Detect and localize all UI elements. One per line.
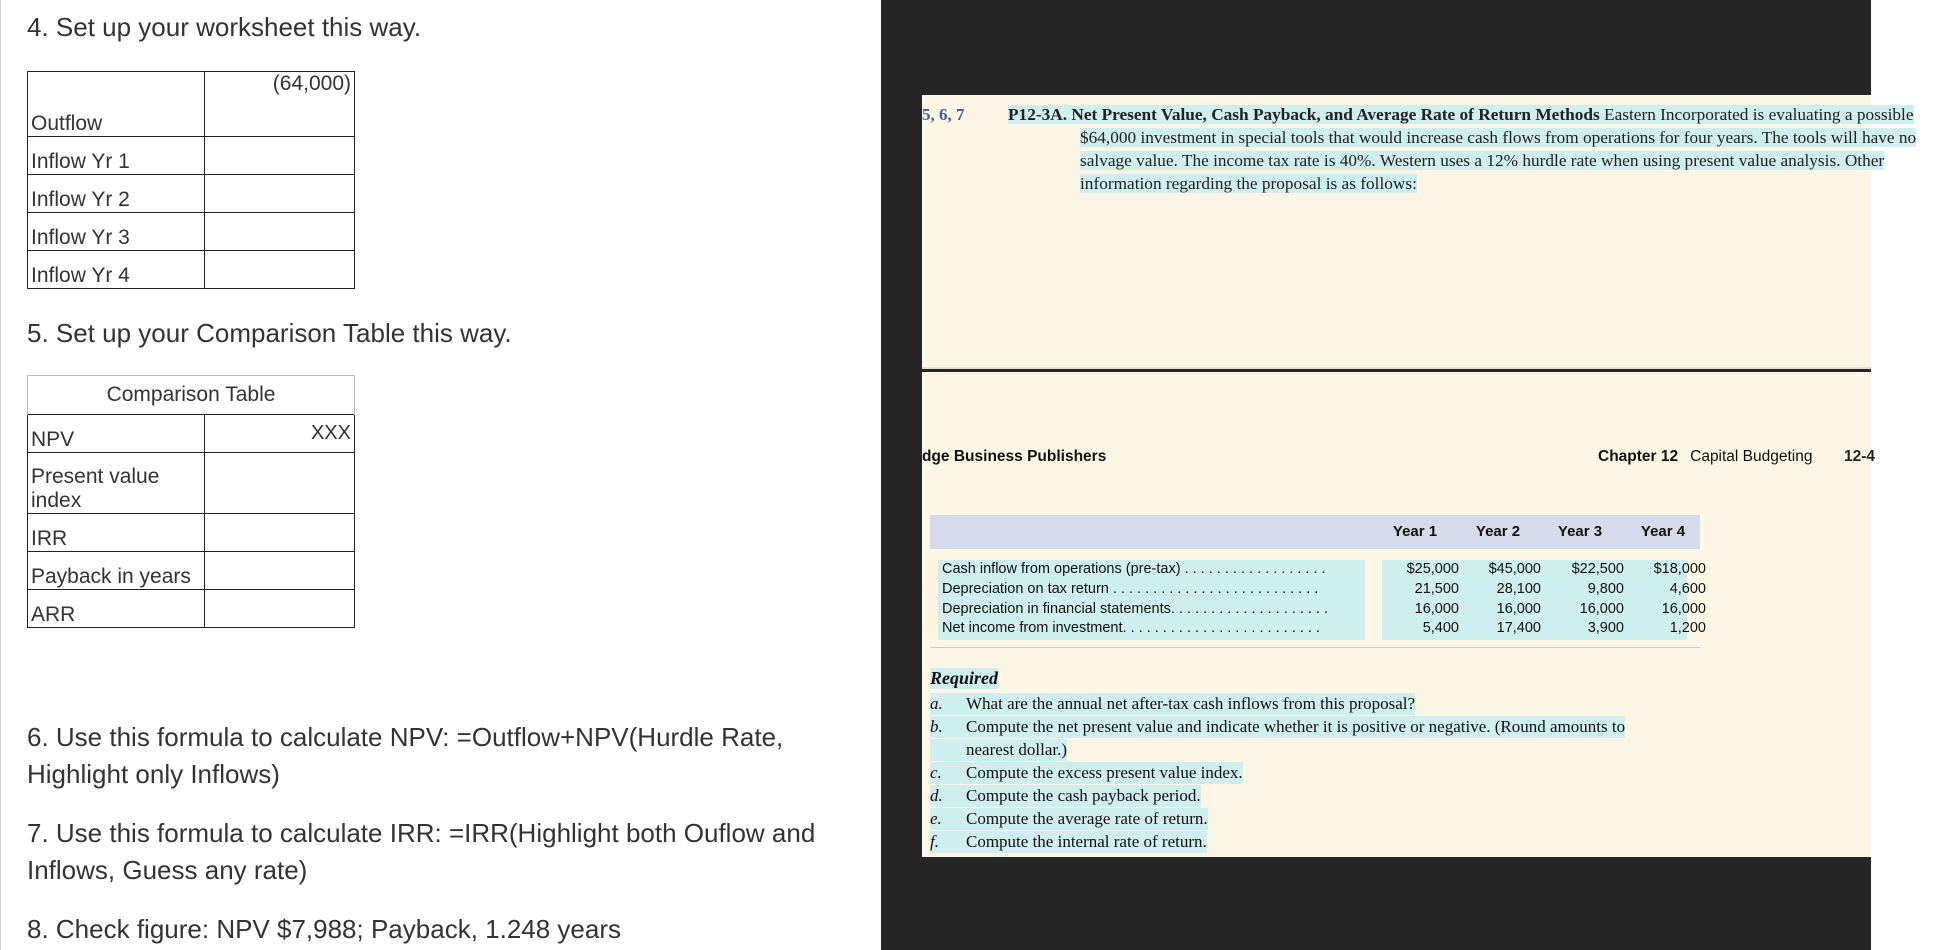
cash-inflow-y3: $22,500 (1571, 561, 1624, 577)
table-row (28, 376, 355, 415)
table-row (28, 175, 355, 213)
dep-tax-y1: 21,500 (1414, 581, 1459, 597)
table-row (28, 251, 355, 289)
dep-fin-y4: 16,000 (1661, 601, 1706, 617)
table-bottom-rule (930, 647, 1700, 648)
problem-title: P12-3A. Net Present Value, Cash Payback, and Average Rate of Return Methods (1008, 105, 1600, 124)
requirement-e: e. Compute the average rate of return. (930, 809, 1208, 828)
textbook-screenshot-pane (922, 0, 1917, 950)
step-8-text: 8. Check figure: NPV $7,988; Payback, 1.248 years (27, 914, 622, 944)
worksheet-cell (205, 251, 355, 289)
instructions-pane (0, 0, 882, 950)
step-5-text: 5. Set up your Comparison Table this way. (27, 318, 512, 348)
page-number: 12-4 (1844, 448, 1876, 465)
comparison-label-pvi: Present value index (28, 453, 205, 514)
problem-page (922, 95, 1917, 369)
comparison-cell (205, 552, 355, 590)
cash-inflow-y1: $25,000 (1406, 561, 1459, 577)
net-income-y3: 3,900 (1587, 620, 1624, 636)
step-4-text: 4. Set up your worksheet this way. (27, 12, 422, 42)
dep-fin-y3: 16,000 (1579, 601, 1624, 617)
chapter-title: Capital Budgeting (1690, 448, 1813, 465)
dep-tax-y4: 4,600 (1669, 581, 1706, 597)
table-row (28, 453, 355, 514)
net-income-y2: 17,400 (1496, 620, 1541, 636)
requirement-f: f. Compute the internal rate of return. (930, 832, 1207, 851)
worksheet-outflow-value: (64,000) (205, 72, 355, 137)
publisher-name: dge Business Publishers (922, 448, 1107, 465)
table-row (28, 137, 355, 175)
comparison-cell (205, 514, 355, 552)
pane-divider (881, 0, 922, 950)
dep-tax-y3: 9,800 (1587, 581, 1624, 597)
dep-fin-y1: 16,000 (1414, 601, 1459, 617)
table-row (28, 213, 355, 251)
dep-fin-y2: 16,000 (1496, 601, 1541, 617)
chapter-heading (1598, 448, 1813, 466)
comparison-label-irr: IRR (28, 514, 205, 552)
net-income-y4: 1,200 (1669, 620, 1706, 636)
table-row (28, 514, 355, 552)
problem-number: 5, 6, 7 (922, 105, 965, 124)
comparison-cell (205, 590, 355, 628)
worksheet-table (27, 71, 355, 289)
year-1-header: Year 1 (1392, 523, 1438, 540)
table-row (28, 590, 355, 628)
comparison-label-npv: NPV (28, 415, 205, 453)
worksheet-cell (205, 213, 355, 251)
step-6-line2: Highlight only Inflows) (27, 759, 280, 789)
table-header (930, 515, 1700, 549)
requirement-b-cont: nearest dollar.) (930, 739, 1067, 761)
chapter-label: Chapter 12 (1598, 448, 1679, 465)
row-label-dep-fin: Depreciation in financial statements. . . . . . . . . . . . . . . . . . . . (942, 601, 1329, 617)
row-label-dep-tax: Depreciation on tax return . . . . . . . . . . . . . . . . . . . . . . . . . . (942, 581, 1319, 597)
row-label-net-income: Net income from investment. . . . . . . . . . . . . . . . . . . . . . . . . (942, 620, 1320, 636)
comparison-table (27, 375, 355, 628)
problem-body: Eastern Incorporated is evaluating a possible $64,000 investment in special tools that would increase cash flows from operations for four years. The tools will have no salvage value. The income tax rate is 40%. Western uses a 12% hurdle rate when using present value analysis. Other information regarding the proposal is as follows: (1080, 105, 1917, 193)
table-row (28, 415, 355, 453)
table-row (28, 552, 355, 590)
requirement-d: d. Compute the cash payback period. (930, 786, 1201, 805)
data-page (922, 372, 1876, 857)
cash-inflow-y4: $18,000 (1653, 561, 1706, 577)
table-row (28, 72, 355, 137)
comparison-label-payback: Payback in years (28, 552, 205, 590)
worksheet-label-inflow-yr3: Inflow Yr 3 (28, 213, 205, 251)
requirement-a: a. What are the annual net after-tax cash inflows from this proposal? (930, 694, 1416, 713)
net-income-y1: 5,400 (1422, 620, 1459, 636)
comparison-label-arr: ARR (28, 590, 205, 628)
comparison-npv-value: XXX (205, 415, 355, 453)
dep-tax-y2: 28,100 (1496, 581, 1541, 597)
worksheet-label-inflow-yr1: Inflow Yr 1 (28, 137, 205, 175)
year-3-header: Year 3 (1557, 523, 1603, 540)
year-2-header: Year 2 (1475, 523, 1521, 540)
step-7-line2: Inflows, Guess any rate) (27, 855, 308, 885)
required-heading: Required (930, 668, 999, 688)
step-7-line1: 7. Use this formula to calculate IRR: =IRR(Highlight both Ouflow and (27, 818, 816, 848)
worksheet-label-inflow-yr2: Inflow Yr 2 (28, 175, 205, 213)
worksheet-cell (205, 137, 355, 175)
year-4-header: Year 4 (1640, 523, 1686, 540)
worksheet-label-outflow: Outflow (28, 72, 205, 137)
requirement-b: b. Compute the net present value and indicate whether it is positive or negative. (Round amounts to (930, 717, 1626, 736)
comparison-cell (205, 453, 355, 514)
problem-statement (1008, 103, 1940, 195)
step-6-line1: 6. Use this formula to calculate NPV: =Outflow+NPV(Hurdle Rate, (27, 722, 784, 752)
worksheet-label-inflow-yr4: Inflow Yr 4 (28, 251, 205, 289)
row-label-cash-inflow: Cash inflow from operations (pre-tax) . . . . . . . . . . . . . . . . . . (942, 561, 1326, 577)
worksheet-cell (205, 175, 355, 213)
proposal-data-table (930, 515, 1706, 648)
cash-inflow-y2: $45,000 (1488, 561, 1541, 577)
requirement-c: c. Compute the excess present value index. (930, 763, 1243, 782)
comparison-table-caption: Comparison Table (28, 376, 355, 415)
